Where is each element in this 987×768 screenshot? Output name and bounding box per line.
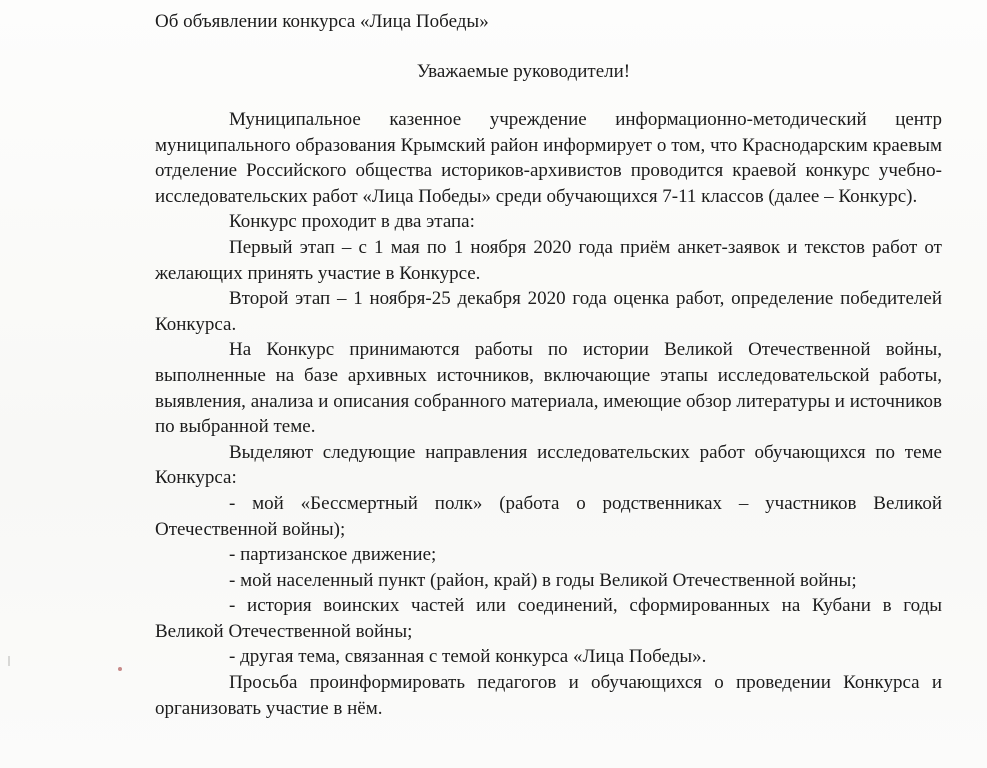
paragraph-request: Просьба проинформировать педагогов и обучающихся о проведении Конкурса и организовать участие в нём.	[155, 672, 942, 719]
letter-salutation: Уважаемые руководители!	[416, 61, 631, 82]
paragraph-stage-one: Первый этап – с 1 мая по 1 ноября 2020 года приём анкет-заявок и текстов работ от желающих принять участие в Конкурсе.	[155, 236, 942, 284]
list-item: - история воинских частей или соединений, сформированных на Кубани в годы Великой Отечественной войны;	[155, 595, 942, 642]
list-item: - партизанское движение;	[229, 544, 437, 566]
letter-body	[155, 107, 942, 721]
scan-edge-mark	[8, 656, 10, 666]
ink-speck	[118, 667, 122, 671]
list-item: - мой «Бессмертный полк» (работа о родственниках – участников Великой Отечественной войны);	[155, 492, 942, 540]
paragraph-requirements: На Конкурс принимаются работы по истории Великой Отечественной войны, выполненные на базе архивных источников, включающие этапы исследовательской работы, выявления, анализа и описания собранного материала, имеющие обзор литературы и источников по выбранной теме.	[155, 339, 942, 438]
list-item: - другая тема, связанная с темой конкурса «Лица Победы».	[229, 646, 707, 668]
paragraph-directions: Выделяют следующие направления исследовательских работ обучающихся по теме Конкурса:	[155, 441, 942, 489]
letter-subject: Об объявлении конкурса «Лица Победы»	[155, 11, 489, 32]
paragraph-stages: Конкурс проходит в два этапа:	[229, 211, 475, 233]
paragraph-stage-two: Второй этап – 1 ноября-25 декабря 2020 года оценка работ, определение победителей Конкурса.	[155, 288, 942, 335]
list-item: - мой населенный пункт (район, край) в годы Великой Отечественной войны;	[229, 569, 857, 591]
paragraph-intro: Муниципальное казенное учреждение информационно-методический центр муниципального образования Крымский район информирует о том, что Краснодарским краевым отделение Российского общества историков-архивистов проводится краевой конкурс учебно-исследовательских работ «Лица Победы» среди обучающихся 7-11 классов (далее – Конкурс).	[155, 109, 942, 207]
